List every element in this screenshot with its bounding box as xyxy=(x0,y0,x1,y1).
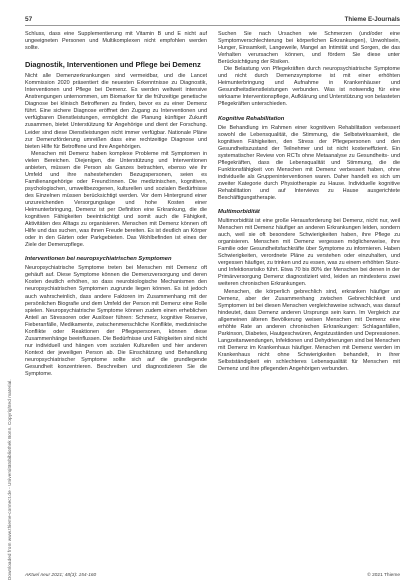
subheading-interventionen: Interventionen bei neuropsychiatrischen Symptomen xyxy=(25,256,172,263)
body-paragraph: Multimorbidität ist eine große Herausforderung bei Demenz, nicht nur, weil Menschen mit Demenz häufiger an anderen Erkrankungen leiden, sondern auch, weil sie oft besondere Schwierigkeiten haben, ihre Pflege zu organisieren. Menschen mit Demenz vergessen möglicherweise, ihre Familie oder Gesundheitsfachkräfte über Symptome zu informieren. Haben Schwierigkeiten, verordnete Pläne zu verstehen oder einzuhalten, und vergessen häufiger, zu trinken und zu essen, was zu einem erhöhten Sturz- und Infektionsrisiko führt. Etwa 70 bis 80% der Menschen bei denen in der Primärversorgung Demenz diagnostiziert wird, leiden an mindestens zwei weiteren chronischen Erkrankungen. xyxy=(218,218,400,288)
page-footer xyxy=(25,573,400,581)
side-download-notice xyxy=(4,20,12,580)
body-paragraph: Die Belastung von Pflegekräften durch neuropsychiatrische Symptome und nicht durch Demenzsymptome ist mit einer erhöhten Heimunterbringung und Aufnahme in Krankenhäuser und Gesundheitsdienstleistungen verbunden. Was ist notwendig für eine wirksame Interventionspflege, Aufklärung und Unterstützung von belasteten Pflegekräften unterschieden. xyxy=(218,66,400,108)
left-column xyxy=(25,31,207,378)
right-column xyxy=(218,31,400,373)
header-rule xyxy=(25,25,400,26)
body-paragraph: Menschen mit Demenz haben komplexe Probleme mit Symptomen in vielen Bereichen. Diejenigen, die Unterstützung und Interventionen anbieten, müssen die Person als Ganzes betrachten, ebenso wie ihr Umfeld und ihre nahestehenden Bezugspersonen, seien es Familienangehörige oder Freund:innen. Die medizinischen, kognitiven, psychologischen, umweltbezogenen, kulturellen und sozialen Bedürfnisse des Einzelnen müssen berücksichtigt werden. Vor dem Hintergrund einer unzureichenden Versorgungslage und hohe Kosten einer Heimunterbringung, Demenz ist per Definition eine Erkrankung, die die kognitiven Fähigkeiten beeinträchtigt und somit auch die Fähigkeit, Aktivitäten des Alltags zu organisieren. Menschen mit Demenz können oft Hilfe und das suchen, was ihnen Freude bereiten. Es ist deutlich an Körper oder in den Gärten oder Parkgebieten. Das Wohlbefinden ist eines der Ziele der Demenzpflege. xyxy=(25,150,207,249)
journal-name: Thieme E-Journals xyxy=(344,16,400,23)
copyright: © 2021 Thieme xyxy=(367,573,400,578)
body-paragraph: Die Behandlung im Rahmen einer kognitiven Rehabilitation verbessert sowohl die Lebensqualität, die Stimmung, die Selbstwirksamkeit, die kognitiven Fähigkeiten, den Stress der Pflegepersonen und den Gesundheitszustand der Teilnehmer und ist nicht kosteneffizient. Ein systematischer Review von RCTs ohne Metaanalyse zu Gesundheits- und Pflegekräften, dass die Lebensqualität und Stimmung, die die Funktionsfähigkeit von Menschen mit Demenz verbessert haben, ohne individuelle als Gruppeninterventionen waren. Daher handelt es sich um zweiter Kategorie durch Physiotherapie zu Hause. Individuelle kognitive Rehabilitation und auf Interviews zu Hause ausgerichtete Beschäftigungstherapie. xyxy=(218,124,400,201)
body-paragraph: Menschen, die körperlich gebrechlich sind, erkranken häufiger an Demenz, aber der Zusammenhang zwischen Gebrechlichkeit und Symptomen ist bei diesen Menschen vergleichsweise schwach, was darauf hindeutet, dass Demenz anderen Ursprungs sein kann. Im Vergleich zur allgemeinen älteren Bevölkerung weisen Menschen mit Demenz eine erhöhte Rate an anderen chronischen Erkrankungen: Schlaganfällen, Parkinson, Diabetes, Hautgeschwüren, Angstzuständen und Depressionen. Langzeitanwendungen, Infektionen und Dehydrierungen sind bei Menschen mit Demenz im Krankenhaus häufiger. Menschen mit Demenz werden im Krankenhaus nicht ohne Schwierigkeiten behandelt, in ihrer Selbstständigkeit ein schlechteres Lebensqualität für Menschen mit Demenz und ihre pflegenden Angehörigen verbunden. xyxy=(218,288,400,373)
page-number: 57 xyxy=(25,16,33,23)
body-paragraph: Neuropsychiatrische Symptome treten bei Menschen mit Demenz oft gehäuft auf. Diese Symptome können die Demenzversorgung und deren Kosten deutlich erhöhen, so dass neurobiologische Mechanismen den neuropsychiatrischen Symptomen zugrunde liegen können. Es ist jedoch auch wahrscheinlich, dass andere Faktoren im Zusammenhang mit der persönlichen Biografie und dem Umfeld der Person mit Demenz eine Rolle spielen. Neuropsychiatrische Symptome können zudem einen erheblichen Anteil an Stressoren oder Auslöser führen: Schmerz, kognitive Reserve, Fieberanfälle, Medikamente, zwischenmenschliche Konflikte, medizinische Konflikte oder Reaktionen der Pflegepersonen, können diese Zusammenhänge beeinflussen. Die Bedürfnisse und Fähigkeiten sind nicht nur individuell und hängen vom sozialen Kulturellen und hier anderen Kontext der jeweiligen Person ab. Die Einschätzung und Behandlung neuropsychiatrischer Symptome sollte sich auf die grundlegende Gesundheit konzentrieren. Beschreiben und diagnostizieren Sie die Symptome. xyxy=(25,265,207,378)
side-download-text: Downloaded from www.thieme-connect.de - Universitätsbibliothek Bonn. Copyrighted material. xyxy=(7,379,12,580)
citation: AKtuel neur 2021; 48(3): 154-160 xyxy=(25,573,97,578)
body-paragraph: Nicht alle Demenzerkrankungen sind vermeidbar, und die Lancet Kommission 2020 präsentiert die neuesten Erkenntnisse zu Diagnostik, Interventionen und Pflege bei Demenz. Es werden weltweit intensive Anstrengungen unternommen, um Biomarker für die frühzeitige genetische Diagnose bei klinisch Betroffenen zu finden, bevor es zu einer Demenz führt. Eine sichere Diagnose eröffnet den Zugang zu Interventionen und verfügbaren Dienstleistungen, ermöglicht die Planung künftiger Zukunft zusammen, bietet Unterstützung für Angehörige und dient der Forschung. Leider sind diese Dienstleistungen nicht immer verfügbar. Nationale Pläne zur Demenzförderung umreißen dass eine rechtzeitige Diagnose und bieten Hilfe für Betroffene und ihre Angehörigen. xyxy=(25,73,207,150)
body-paragraph: Suchen Sie nach Ursachen wie Schmerzen (und/oder eine Symptomverschlechterung bei körperlichen Erkrankungen), Unwohlsein, Hunger, Einsamkeit, Langeweile, Mangel an Intimität und Sorgen, die das Verhalten verursachen können, und fördern Sie diese unter Berücksichtigung der Risiken. xyxy=(218,31,400,66)
subheading-multimorbiditaet: Multimorbidität xyxy=(218,209,260,216)
subheading-kognitive-rehabilitation: Kognitive Rehabilitation xyxy=(218,115,285,122)
intro-paragraph: Schluss, dass eine Supplementierung mit Vitamin B und E nicht auf ungeeigneten Personen und Multikomplexen nicht empfohlen werden sollte. xyxy=(25,31,207,52)
section-heading-diagnostik: Diagnostik, Interventionen und Pflege bei Demenz xyxy=(25,60,201,70)
